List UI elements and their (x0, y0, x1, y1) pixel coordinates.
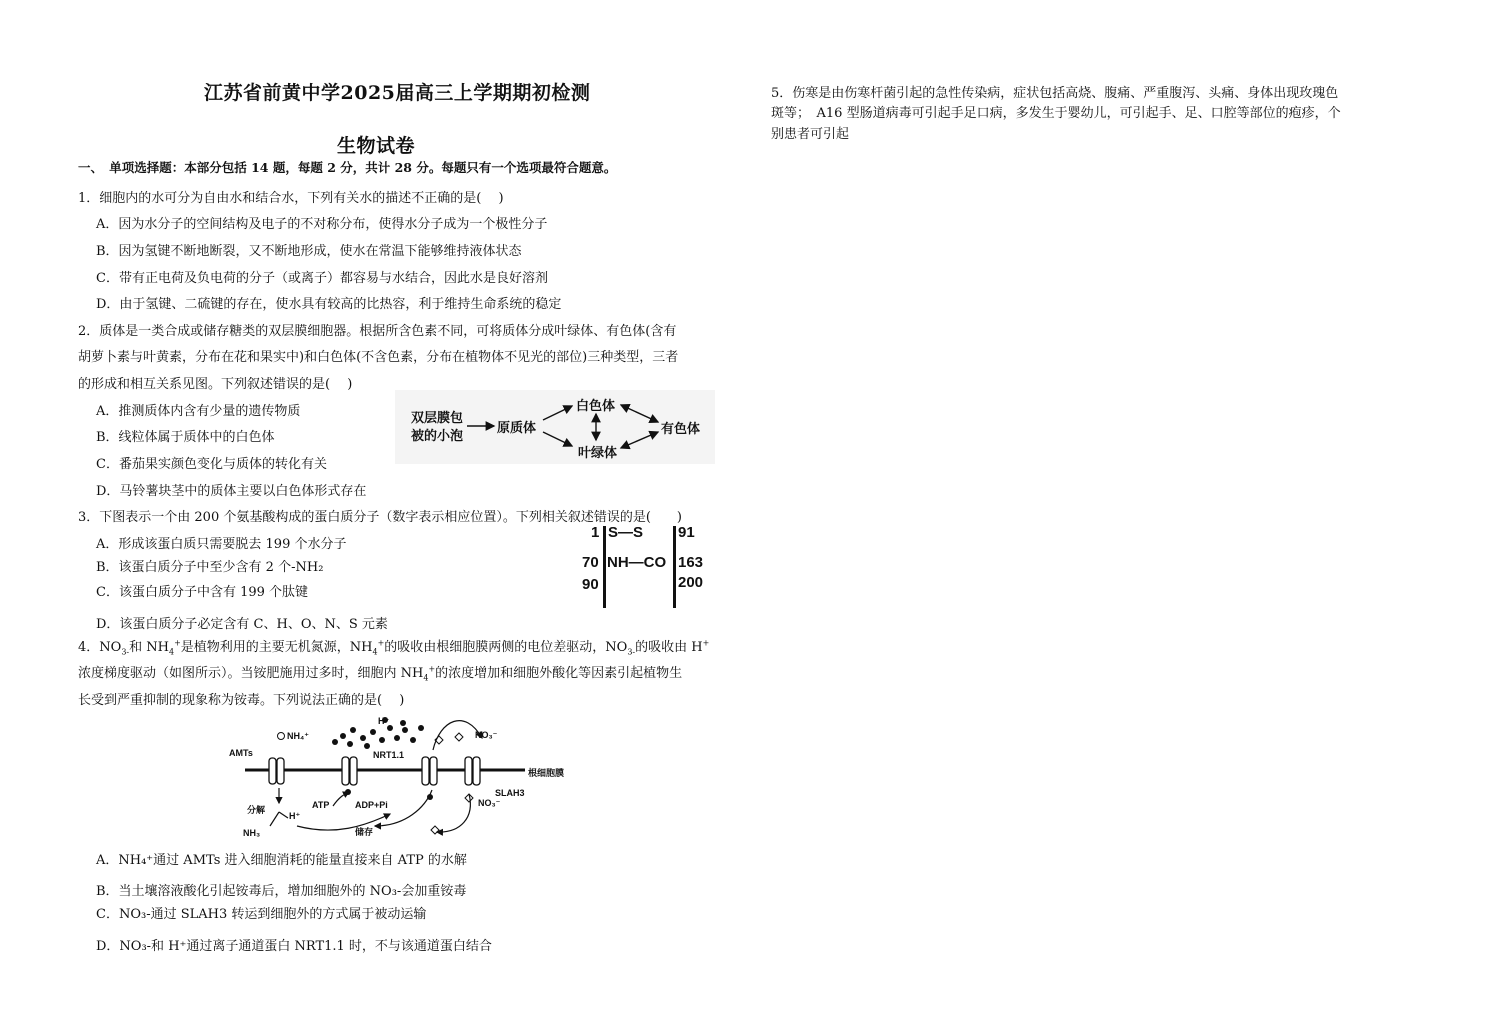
amts-label: AMTs (229, 748, 253, 758)
q4-text-a: 4．NO (78, 640, 122, 655)
question-2-option-a: A．推测质体内含有少量的遗传物质 (96, 404, 301, 419)
atp-label: ATP (312, 800, 330, 810)
question-1-option-b: B．因为氢键不断地断裂，又不断地形成，使水在常温下能够维持液体状态 (96, 244, 522, 259)
question-3-option-a: A．形成该蛋白质只需要脱去 199 个水分子 (96, 537, 347, 552)
q4-text-g: 的浓度增加和细胞外酸化等因素引起植物生 (435, 666, 683, 681)
slah3-label: SLAH3 (495, 788, 525, 798)
q4-sub-c: 4 (372, 647, 378, 657)
q4-sup-c: + (377, 638, 385, 648)
right-chain (673, 526, 676, 608)
question-4-stem-line-2 (78, 662, 682, 683)
page-title: 江苏省前黄中学2025届高三上学期期初检测 (204, 82, 591, 104)
question-1-option-d: D．由于氢键、二硫键的存在，使水具有较高的比热容，利于维持生命系统的稳定 (96, 297, 562, 312)
diagram-source-line-2: 被的小泡 (411, 429, 464, 444)
question-1-option-a: A．因为水分子的空间结构及电子的不对称分布，使得水分子成为一个极性分子 (96, 217, 548, 232)
decompose-label: 分解 (247, 805, 266, 815)
question-4-option-c: C．NO₃-通过 SLAH3 转运到细胞外的方式属于被动运输 (96, 907, 427, 922)
question-4-stem-line-1 (78, 636, 709, 657)
q4-sub-a: 3- (121, 647, 130, 657)
question-2-stem-line-1: 2．质体是一类合成或储存糖类的双层膜细胞器。根据所含色素不同，可将质体分成叶绿体、有色体(含有 (78, 324, 677, 339)
membrane-transport-diagram (225, 708, 580, 843)
question-2-stem-line-3: 的形成和相互关系见图。下列叙述错误的是( ) (78, 377, 353, 392)
plastid-diagram (395, 390, 715, 464)
no3-top-label: NO₃⁻ (475, 730, 498, 740)
q4-text-c: 是植物利用的主要无机氮源，NH (180, 640, 373, 655)
question-4-option-b: B．当土壤溶液酸化引起铵毒后，增加细胞外的 NO₃-会加重铵毒 (96, 884, 467, 899)
transport-diagram-graphics (225, 708, 580, 843)
question-4-option-d: D．NO₃-和 H⁺通过离子通道蛋白 NRT1.1 时，不与该通道蛋白结合 (96, 939, 492, 954)
question-4-option-a: A．NH₄⁺通过 AMTs 进入细胞消耗的能量直接来自 ATP 的水解 (96, 853, 467, 868)
q4-sup-f: + (428, 664, 436, 674)
left-chain (603, 526, 606, 608)
position-200: 200 (678, 574, 704, 591)
no3-right-label: NO₃⁻ (478, 798, 501, 808)
ammonium-circle (278, 733, 285, 740)
membrane-label: 根细胞膜 (528, 768, 565, 778)
q4-text-e: 的吸收由 H (635, 640, 703, 655)
q4-sub-b: 4 (168, 647, 175, 657)
slah3-channel (465, 757, 480, 785)
position-91: 91 (678, 524, 695, 541)
nh4-label: NH₄⁺ (287, 731, 310, 741)
question-5-line-1: 5．伤寒是由伤寒杆菌引起的急性传染病，症状包括高烧、腹痛、严重腹泻、头痛、身体出现玫瑰色 (771, 86, 1339, 101)
atp-pump (342, 757, 357, 785)
q4-sub-d: 3- (627, 647, 636, 657)
position-163: 163 (678, 554, 704, 571)
question-2-option-c: C．番茄果实颜色变化与质体的转化有关 (96, 457, 327, 472)
section-heading: 一、 单项选择题：本部分包括 14 题，每题 2 分，共计 28 分。每题只有一个选项最符合题意。 (78, 160, 617, 175)
disulfide-bond: S—S (608, 524, 644, 541)
hplus-label: H⁺ (289, 811, 301, 821)
question-5-line-3: 别患者可引起 (771, 127, 850, 142)
question-3-option-d: D．该蛋白质分子必定含有 C、H、O、N、S 元素 (96, 617, 388, 632)
position-1: 1 (591, 524, 600, 541)
question-3-option-c: C．该蛋白质分子中含有 199 个肽键 (96, 585, 309, 600)
position-90: 90 (582, 576, 599, 593)
question-2-option-d: D．马铃薯块茎中的质体主要以白色体形式存在 (96, 484, 367, 499)
diagram-arrows (395, 390, 715, 464)
nh3-label: NH₃ (243, 828, 261, 838)
q4-sup-e: + (702, 638, 710, 648)
amts-channel (269, 758, 284, 784)
peptide-bond: NH—CO (607, 554, 667, 571)
question-2-option-b: B．线粒体属于质体中的白色体 (96, 430, 275, 445)
diagram-proplastid: 原质体 (497, 421, 537, 436)
protein-diagram (578, 524, 718, 612)
nrt-channel (422, 757, 437, 785)
question-3-stem: 3．下图表示一个由 200 个氨基酸构成的蛋白质分子（数字表示相应位置）。下列相关叙述错误的是( ) (78, 510, 682, 525)
question-2-stem-line-2: 胡萝卜素与叶黄素，分布在花和果实中)和白色体(不含色素，分布在植物体不见光的部位)三种类型，三者 (78, 350, 679, 365)
position-70: 70 (582, 554, 599, 571)
q4-text-f: 浓度梯度驱动（如图所示）。当铵肥施用过多时，细胞内 NH (78, 666, 424, 681)
q4-sup-b: + (174, 638, 181, 648)
diagram-leucoplast: 白色体 (576, 399, 616, 414)
page-subtitle: 生物试卷 (337, 135, 416, 157)
nrt-label: NRT1.1 (373, 750, 405, 760)
diagram-chromoplast: 有色体 (661, 422, 701, 437)
hplus-top-label: H⁺ (378, 716, 390, 726)
diagram-source-line-1: 双层膜包 (411, 411, 464, 426)
q4-text-d: 的吸收由根细胞膜两侧的电位差驱动，NO (384, 640, 628, 655)
q4-sub-f: 4 (423, 673, 429, 683)
question-1-stem: 1．细胞内的水可分为自由水和结合水，下列有关水的描述不正确的是( ) (78, 191, 504, 206)
diagram-chloroplast: 叶绿体 (578, 446, 618, 461)
adp-label: ADP+Pi (355, 800, 388, 810)
store-label: 储存 (355, 827, 374, 837)
question-5-line-2: 斑等； A16 型肠道病毒可引起手足口病，多发生于婴幼儿，可引起手、足、口腔等部位的疱疹，个 (771, 106, 1341, 121)
question-1-option-c: C．带有正电荷及负电荷的分子（或离子）都容易与水结合，因此水是良好溶剂 (96, 271, 548, 286)
question-4-stem-line-3: 长受到严重抑制的现象称为铵毒。下列说法正确的是( ) (78, 693, 405, 708)
q4-text-b: 和 NH (129, 640, 169, 655)
question-3-option-b: B．该蛋白质分子中至少含有 2 个-NH₂ (96, 560, 324, 575)
